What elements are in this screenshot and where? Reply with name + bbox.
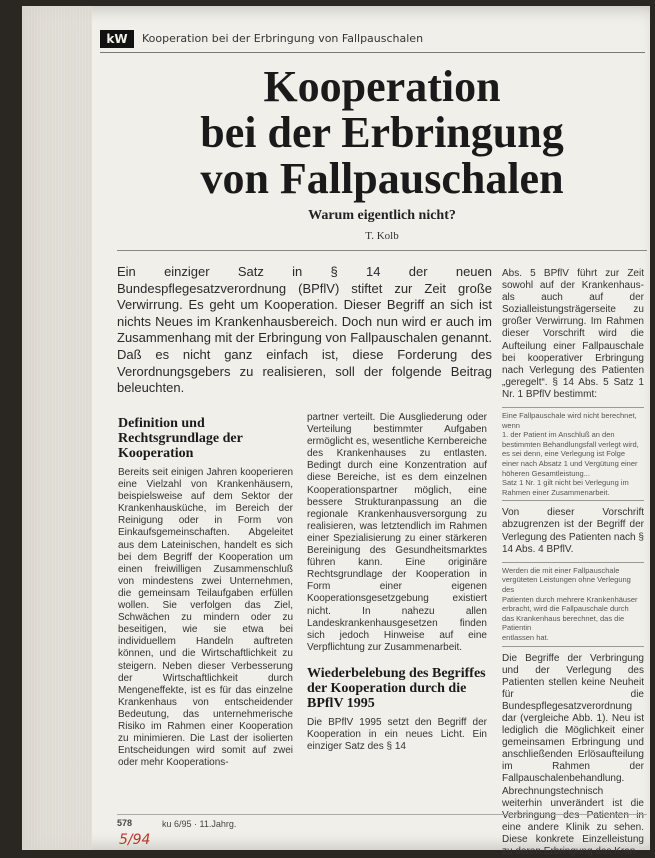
quote-line: erbracht, wird die Fallpauschale durch [502,604,644,614]
quote-line: Werden die mit einer Fallpauschale vergüteten Leistungen ohne Verlegung des [502,566,644,595]
lead-paragraph: Ein einziger Satz in § 14 der neuen Bundespflegesatzverordnung (BPflV) stiftet zur Zeit große Verwirrung. Es geht um Kooperation. Dieser Begriff an sich ist nichts Neues im Krankenhausbereich. Doch nun wird er auch im Zusammenhang mit der Erbringung von Fallpauschalen genannt. Daß es nicht ganz einfach ist, diese Forderung des Verordnungsgebers zu realisieren, soll der folgende Beitrag beleuchten. [117,264,492,397]
article-subtitle: Warum eigentlich nicht? [122,208,642,224]
body-text: Bereits seit einigen Jahren kooperieren eine Vielzahl von Krankenhäusern, beispielsweise auf dem Sektor der Krankenhausküche, im Bereich der Reinigung oder in Form von Einkaufsgemeinschaften. Abgeleitet aus dem Lateinischen, handelt es sich bei dem Begriff der Kooperation um einen freiwilligen Zusammenschluß von mindestens zwei Unternehmen, die gemeinsam Teilaufgaben erfüllen wollen. Sie verfolgen das Ziel, Schwächen zu mindern oder zu beseitigen, wie sie etwa bei individuellem Handeln auftreten können, und die Wirtschaftlichkeit zu steigern. Neben dieser Verbesserung der Wirtschaftlichkeit durch Mengeneffekte, ist es für das einzelne Krankenhaus von entscheidender Bedeutung, das unternehmerische Risiko im Rahmen einer Kooperation zu minimieren. Die Last der isolierten Entscheidungen wird somit auf zwei oder mehr Kooperations- [118,467,293,769]
body-text: partner verteilt. Die Ausgliederung oder Verteilung bestimmter Aufgaben ermöglicht es, wesentliche Kernbereiche des Krankenhauses zu entlasten. Bedingt durch eine Konzentration auf diese Bereiche, ist es dem einzelnen Kooperationspartner möglich, eine bessere Strukturanpassung an die regionale Krankenhausversorgung zu realisieren, was letztendlich im Rahmen einer Spezialisierung zu einer stärkeren Bereinigung des Gesundheitsmarktes führen kann. Eine originäre Rechtsgrundlage der Kooperation in Form einer eigenen Kooperationsgesetzgebung existiert nicht. In nahezu allen Landeskrankenhausgesetzen finden sich jedoch Hinweise auf eine Verpflichtung zur Zusammenarbeit. [307,412,487,654]
body-text: Abs. 5 BPflV führt zur Zeit sowohl auf der Krankenhaus- als auch auf der Sozialleistungsträgerseite zu großer Verwirrung. Im Rahmen dieser Vorschrift wird die Aufteilung einer Fallpauschale bei kooperativer Erbringung nach Verlegung des Patienten „geregelt“. § 14 Abs. 5 Satz 1 Nr. 1 BPflV bestimmt: [502,268,644,401]
quote-line: entlassen hat. [502,633,644,643]
body-text: Die BPflV 1995 setzt den Begriff der Kooperation in ein neues Licht. Ein einziger Satz des § 14 [307,717,487,753]
footer-divider [117,814,647,815]
running-title: Kooperation bei der Erbringung von Fallpauschalen [142,32,423,45]
body-text: Die Begriffe der Verbringung und der Verlegung des Patienten stellen keine Neuheit für die Bundespflegesatzverordnung dar (vergleiche Abb. 1). Neu ist lediglich die Möglichkeit einer gemeinsamen Erbringung und anschließenden Erlösaufteilung im Rahmen der Fallpauschalenbehandlung. Abrechnungstechnisch weiterhin unverändert ist die Verbringung des Patienten in eine andere Klinik zu sehen. Diese konkrete Einzelleistung zu deren Erbringung das Kran- [502,653,644,858]
section-heading: Definition und Rechtsgrundlage der Kooperation [118,416,293,461]
right-column [502,268,644,858]
title-line-1: Kooperation [122,64,642,110]
body-text: Von dieser Vorschrift abzugrenzen ist der Begriff der Verlegung des Patienten nach § 14 Abs. 4 BPflV. [502,507,644,555]
article-author: T. Kolb [122,230,642,242]
running-header [100,28,645,53]
quote-line: Satz 1 Nr. 1 gilt nicht bei Verlegung im [502,478,644,488]
middle-column [307,412,487,753]
quote-line: 1. der Patient im Anschluß an den bestimmten Behandlungsfall verlegt wird, es sei denn, eine Verlegung ist Folge [502,430,644,459]
page-footer [117,818,647,834]
section-heading: Wiederbelebung des Begriffes der Kooperation durch die BPflV 1995 [307,666,487,711]
quote-line: Rahmen einer Zusammenarbeit. [502,488,644,498]
title-line-3: von Fallpauschalen [122,156,642,202]
quote-line: Eine Fallpauschale wird nicht berechnet, [502,411,644,421]
left-column [118,416,293,769]
title-divider [117,250,647,251]
journal-logo: kW [100,30,134,48]
quote-line: wenn [502,421,644,431]
quote-line: einer nach Absatz 1 und Vergütung einer [502,459,644,469]
handwritten-annotation: 5/94 [119,832,150,848]
article-title [122,64,642,202]
quote-line: das Krankenhaus berechnet, das die Patientin [502,614,644,633]
quote-line: Patienten durch mehrere Krankenhäuser [502,595,644,605]
title-line-2: bei der Erbringung [122,110,642,156]
document-page [22,6,650,850]
book-spine-edge [22,6,92,850]
quote-line: höheren Gesamtleistung... [502,469,644,479]
journal-source: ku 6/95 · 11.Jahrg. [162,819,236,829]
law-quote-box [502,562,644,647]
page-number: 578 [117,818,132,828]
law-quote-box [502,407,644,501]
